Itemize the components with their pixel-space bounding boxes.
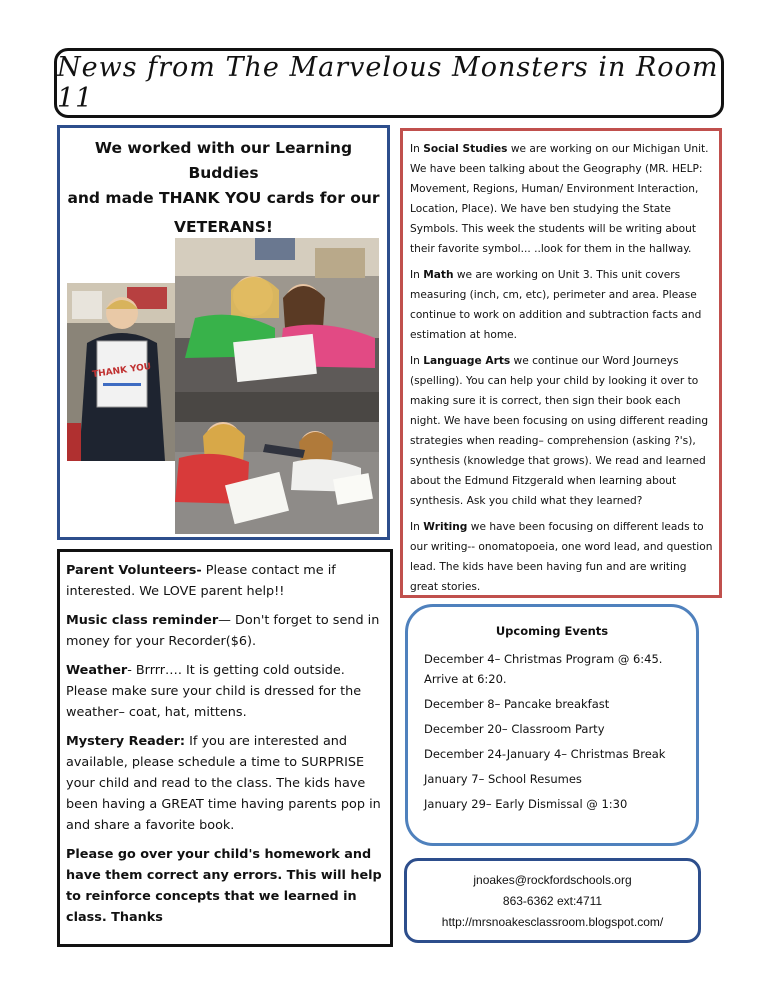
language-arts-paragraph: In Language Arts we continue our Word Journeys (spelling). You can help your child by looking it over to making sure it is correct, then sign their book each night. We have been focusing on using different reading strategies when reading– comprehension (asking ?'s), synthesis (knowledge that grows). We read and learned about the Edmund Fitzgerald when learning about synthesis. Ask you child what they learned? [410, 355, 709, 507]
subjects-box [400, 128, 722, 598]
headline-line-3: VETERANS! [174, 218, 273, 236]
social-studies-paragraph: In Social Studies we are working on our Michigan Unit. We have been talking about the Geography (MR. HELP: Movement, Regions, Human/ Environment Interaction, Location, Place). We have ben studying the State Symbols. This week the students will be writing about their favorite symbol... ..look for them in the hallway. [410, 143, 709, 255]
upcoming-events-heading: Upcoming Events [495, 624, 609, 638]
events-list [424, 649, 680, 814]
learning-buddies-headline [66, 136, 381, 240]
contact-email[interactable]: jnoakes@rockfordschools.org [473, 872, 632, 887]
event-item: December 24-January 4– Christmas Break [424, 747, 666, 761]
parent-volunteers-label: Parent Volunteers- [66, 563, 202, 578]
reminders-box [57, 549, 393, 947]
headline-line-1: We worked with our Learning Buddies [94, 139, 353, 182]
mystery-reader-note: Mystery Reader: If you are interested and available, please schedule a time to SURPRISE your child and read to the class. The kids have been having a GREAT time having parents pop in and share a favorite book. [66, 734, 381, 833]
girls-coloring-photo [175, 238, 379, 392]
event-item: January 7– School Resumes [424, 772, 582, 786]
event-item: December 20– Classroom Party [424, 722, 605, 736]
newsletter-title: News from The Marvelous Monsters in Room 11 [57, 52, 719, 114]
contact-phone: 863-6362 ext:4711 [502, 893, 603, 908]
homework-closing-note: Please go over your child's homework and have them correct any errors. This will help to reinforce concepts that we learned in class. Thanks [66, 847, 382, 925]
contact-box [404, 858, 701, 943]
language-arts-label: Language Arts [423, 355, 511, 367]
newsletter-title-box [54, 48, 724, 118]
parent-volunteers-note: Parent Volunteers- Please contact me if interested. We LOVE parent help!! [66, 563, 336, 599]
weather-label: Weather [66, 663, 128, 678]
math-label: Math [423, 269, 454, 281]
event-item: December 8– Pancake breakfast [424, 697, 610, 711]
upcoming-events-box [405, 604, 699, 846]
thank-you-card-text: THANK YOU [91, 361, 152, 381]
math-paragraph: In Math we are working on Unit 3. This unit covers measuring (inch, cm, etc), perimeter and area. Please continue to work on addition and subtraction facts and estimation at home. [410, 269, 702, 341]
mystery-reader-label: Mystery Reader: [66, 734, 186, 749]
music-reminder-label: Music class reminder [66, 613, 219, 628]
social-studies-label: Social Studies [423, 143, 508, 155]
event-item: January 29– Early Dismissal @ 1:30 [424, 797, 628, 811]
writing-label: Writing [423, 521, 468, 533]
headline-line-2: and made THANK YOU cards for our [67, 189, 380, 207]
weather-note: Weather- Brrrr…. It is getting cold outside. Please make sure your child is dressed for the weather– coat, hat, mittens. [66, 663, 362, 720]
contact-website-link[interactable]: http://mrsnoakesclassroom.blogspot.com/ [441, 914, 664, 929]
music-reminder-note: Music class reminder— Don't forget to send in money for your Recorder($6). [66, 613, 380, 649]
learning-buddies-box [57, 125, 390, 540]
writing-paragraph: In Writing we have been focusing on different leads to our writing-- onomatopoeia, one word lead, and question lead. The kids have been having fun and are writing great stories. [410, 521, 713, 593]
girls-on-floor-photo [175, 392, 379, 534]
boy-holding-card-photo [67, 283, 175, 461]
event-item: December 4– Christmas Program @ 6:45. Arrive at 6:20. [424, 652, 663, 686]
